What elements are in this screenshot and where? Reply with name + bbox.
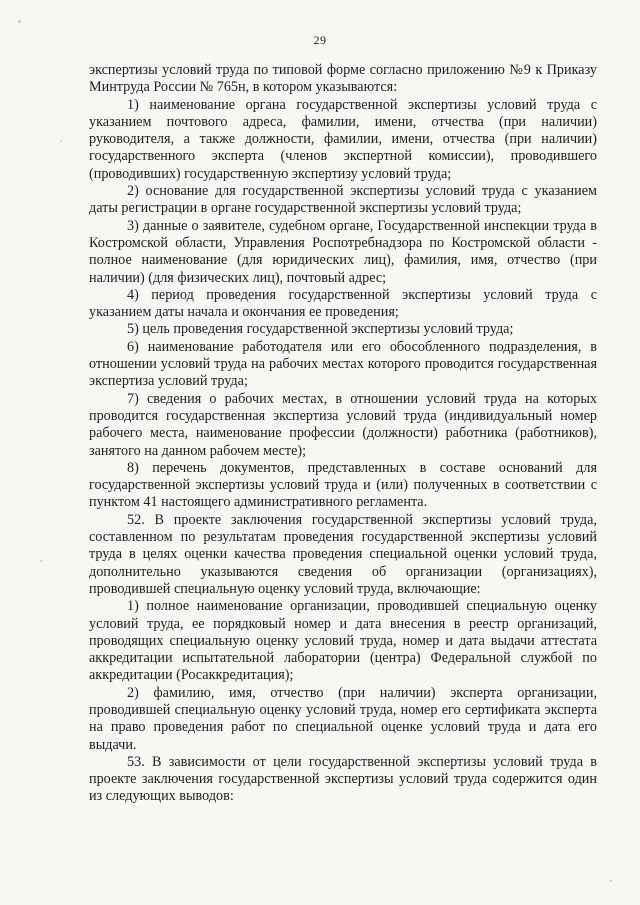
paragraph: 5) цель проведения государственной экспертизы условий труда; bbox=[127, 321, 514, 338]
paragraph: 3) данные о заявителе, судебном органе, Государственной инспекции труда в Костромской области, Управления Роспотребнадзора по Костромской области - полное наименование (для юридических лиц), фамилия, имя, отчество (при наличии) (для физических лиц), почтовый адрес; bbox=[89, 217, 597, 286]
paragraph: 6) наименование работодателя или его обособленного подразделения, в отношении условий труда на рабочих местах которого проводится государственная экспертиза условий труда; bbox=[89, 338, 597, 390]
paragraph: 7) сведения о рабочих местах, в отношении условий труда на которых проводится государственная экспертиза условий труда (индивидуальный номер рабочего места, наименование профессии (должности) работника (работников), занятого на данном рабочем месте); bbox=[89, 390, 597, 459]
paragraph: 53. В зависимости от цели государственной экспертизы условий труда в проекте заключения государственной экспертизы условий труда содержится один из следующих выводов: bbox=[89, 753, 597, 805]
scan-speck bbox=[610, 880, 612, 882]
scan-speck bbox=[60, 140, 62, 142]
scan-speck bbox=[18, 20, 21, 23]
paragraph: 4) период проведения государственной экспертизы условий труда с указанием даты начала и окончания ее проведения; bbox=[89, 286, 597, 321]
paragraph: 2) основание для государственной экспертизы условий труда с указанием даты регистрации в органе государственной экспертизы условий труда; bbox=[89, 183, 597, 217]
paragraph: 2) фамилию, имя, отчество (при наличии) эксперта организации, проводившей специальную оценку условий труда, номер его сертификата эксперта на право проведения работ по специальной оценке условий труда и дата его выдачи. bbox=[89, 684, 597, 753]
body-text bbox=[89, 62, 597, 806]
paragraph: 52. В проекте заключения государственной экспертизы условий труда, составленном по результатам проведения государственной экспертизы условий труда в целях оценки качества проведения специальной оценки условий труда, дополнительно указываются сведения об организации (организациях), проводившей специальную оценку условий труда, включающие: bbox=[89, 511, 597, 597]
paragraph: 1) наименование органа государственной экспертизы условий труда с указанием почтового адреса, фамилии, имени, отчества (при наличии) руководителя, а также должности, фамилии, имени, отчества (при наличии) государственного эксперта (членов экспертной комиссии), проводившего (проводивших) государственную экспертизу условий труда; bbox=[89, 96, 597, 182]
paragraph: 1) полное наименование организации, проводившей специальную оценку условий труда, ее порядковый номер и дата внесения в реестр организаций, проводящих специальную оценку условий труда, номер и дата выдачи аттестата аккредитации испытательной лаборатории (центра) Федеральной службой по аккредитации (Росаккредитация); bbox=[89, 598, 597, 684]
paragraph: 8) перечень документов, представленных в составе оснований для государственной экспертизы условий труда и (или) полученных в соответствии с пунктом 41 настоящего административного регламента. bbox=[89, 459, 597, 511]
scan-speck bbox=[40, 560, 42, 562]
page-number: 29 bbox=[313, 33, 327, 47]
paragraph: экспертизы условий труда по типовой форме согласно приложению №9 к Приказу Минтруда России № 765н, в котором указываются: bbox=[89, 62, 597, 96]
